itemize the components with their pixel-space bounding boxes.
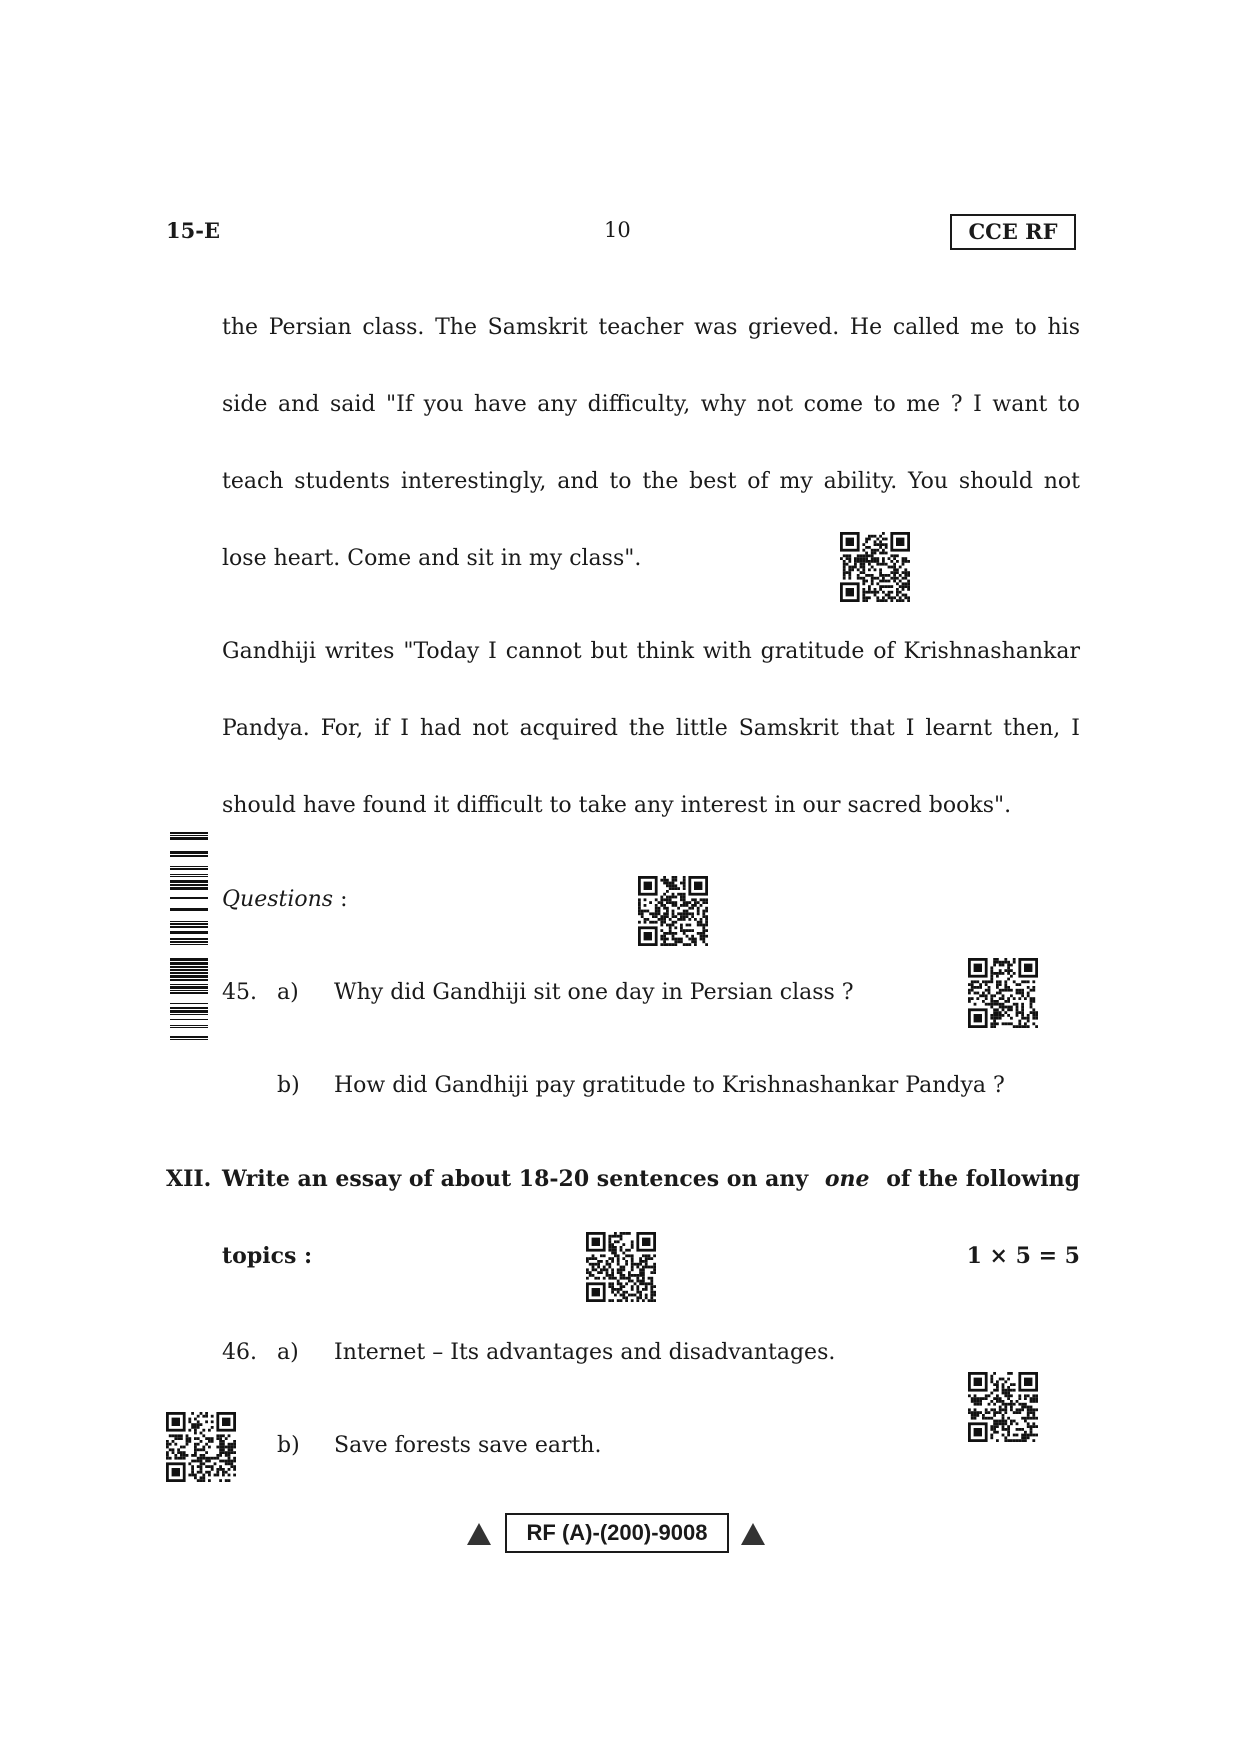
exam-code-box: CCE RF [950, 214, 1076, 250]
questions-colon: : [333, 887, 348, 912]
qr-code-icon [166, 1412, 236, 1482]
q46-b-label: b) [277, 1433, 300, 1458]
barcode-icon [170, 832, 208, 1048]
section-xii-numeral: XII. [166, 1166, 212, 1192]
passage-line-5: Gandhiji writes "Today I cannot but think with gratitude of Krishnashankar [222, 639, 1080, 664]
section-xii-topics: topics : [222, 1243, 313, 1269]
q46-a-text: Internet – Its advantages and disadvantages. [334, 1340, 836, 1365]
passage-line-6: Pandya. For, if I had not acquired the little Samskrit that I learnt then, I [222, 716, 1080, 741]
q45-number: 45. [222, 980, 257, 1005]
q45-b-label: b) [277, 1073, 300, 1098]
q46-number: 46. [222, 1340, 257, 1365]
passage-line-7: should have found it difficult to take any interest in our sacred books". [222, 793, 1012, 818]
passage-line-4: lose heart. Come and sit in my class". [222, 546, 642, 571]
instruction-part-1: Write an essay of about 18-20 sentences on any [222, 1166, 809, 1192]
qr-code-icon [586, 1232, 656, 1302]
questions-heading [222, 888, 348, 912]
page-number: 10 [604, 218, 631, 242]
qr-code-icon [638, 876, 708, 946]
q45-a-label: a) [277, 980, 299, 1005]
qr-code-icon [968, 958, 1038, 1028]
instruction-italic: one [824, 1166, 870, 1192]
passage-line-3: teach students interestingly, and to the best of my ability. You should not [222, 469, 1080, 494]
q45-a-text: Why did Gandhiji sit one day in Persian class ? [334, 980, 854, 1005]
q46-a-label: a) [277, 1340, 299, 1365]
section-xii-instruction [222, 1167, 1080, 1191]
passage-line-2: side and said "If you have any difficulty, why not come to me ? I want to [222, 392, 1080, 417]
questions-heading-text: Questions [222, 887, 334, 912]
triangle-left-icon [467, 1523, 491, 1545]
instruction-part-2: of the following [886, 1166, 1080, 1192]
q45-b-text: How did Gandhiji pay gratitude to Krishnashankar Pandya ? [334, 1073, 1005, 1098]
qr-code-icon [968, 1372, 1038, 1442]
section-xii-marks: 1 × 5 = 5 [966, 1243, 1080, 1269]
footer-code-box: RF (A)-(200)-9008 [505, 1513, 729, 1553]
passage-line-1: the Persian class. The Samskrit teacher was grieved. He called me to his [222, 315, 1080, 340]
triangle-right-icon [741, 1523, 765, 1545]
footer [0, 1513, 1240, 1553]
paper-code: 15-E [166, 218, 220, 243]
qr-code-icon [840, 532, 910, 602]
q46-b-text: Save forests save earth. [334, 1433, 602, 1458]
